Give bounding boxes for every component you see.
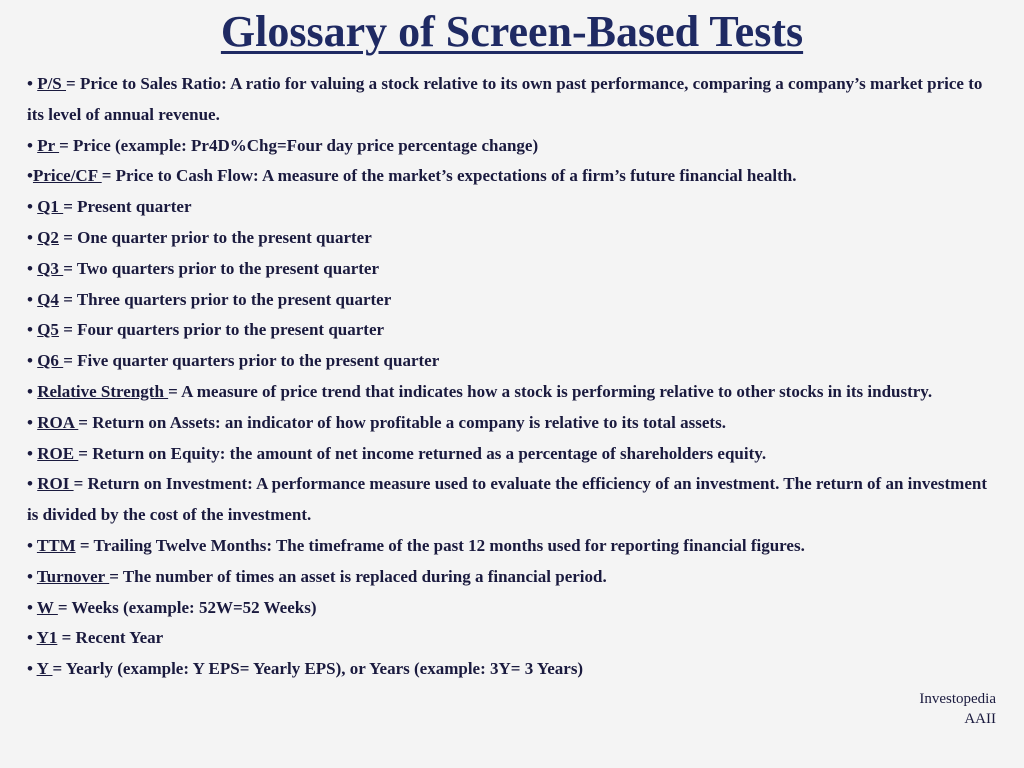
credit-aaii: AAII	[964, 711, 996, 727]
bullet: •	[27, 474, 38, 494]
glossary-entry-y	[27, 654, 997, 685]
bullet: •	[27, 566, 37, 586]
glossary-entry-roe	[27, 439, 997, 470]
glossary-entry-price-cf	[27, 161, 997, 192]
glossary-entry-roi	[27, 469, 997, 531]
glossary-term: ROE	[37, 443, 79, 463]
glossary-term: Price/CF	[32, 166, 102, 186]
glossary-entry-ps	[27, 69, 997, 131]
bullet: •	[27, 443, 38, 463]
credit-investopedia: Investopedia	[919, 691, 996, 707]
glossary-definition: = One quarter prior to the present quarter	[58, 227, 372, 247]
bullet: •	[27, 412, 38, 432]
bullet: •	[27, 320, 38, 340]
glossary-entry-w	[27, 593, 997, 624]
bullet: •	[27, 258, 38, 278]
bullet: •	[27, 351, 38, 371]
glossary-entry-q3	[27, 254, 997, 285]
bullet: •	[27, 535, 37, 555]
glossary-term: TTM	[36, 535, 76, 555]
bullet: •	[27, 166, 33, 186]
glossary-term: Turnover	[36, 566, 110, 586]
bullet: •	[27, 659, 37, 679]
glossary-term: Q6	[37, 351, 64, 371]
glossary-definition: = Present quarter	[63, 197, 192, 217]
glossary-definition: = The number of times an asset is replaced during a financial period.	[109, 566, 607, 586]
glossary-definition: = Weeks (example: 52W=52 Weeks)	[57, 597, 317, 617]
glossary-definition: = A measure of price trend that indicates how a stock is performing relative to other stocks in its industry.	[168, 381, 933, 401]
bullet: •	[27, 289, 38, 309]
bullet: •	[27, 197, 38, 217]
glossary-term: Q2	[37, 227, 59, 247]
source-credits	[919, 689, 996, 729]
glossary-definition: = Five quarter quarters prior to the present quarter	[63, 351, 440, 371]
glossary-definition: = Recent Year	[57, 628, 164, 648]
glossary-definition: = Two quarters prior to the present quarter	[63, 258, 379, 278]
glossary-definition: = Price to Sales Ratio: A ratio for valuing a stock relative to its own past performance, comparing a company’s market price to its level of annual revenue.	[27, 74, 983, 124]
glossary-term: P/S	[37, 74, 67, 93]
glossary-definition: = Trailing Twelve Months: The timeframe of the past 12 months used for reporting financial figures.	[75, 535, 805, 555]
glossary-entry-ttm	[27, 531, 997, 562]
glossary-entry-q5	[27, 315, 997, 346]
glossary-entry-relative-strength	[27, 377, 997, 408]
glossary-entry-q6	[27, 346, 997, 377]
bullet: •	[27, 227, 38, 247]
glossary-term: Q5	[37, 320, 59, 340]
glossary-definition: = Return on Assets: an indicator of how profitable a company is relative to its total assets.	[78, 412, 726, 432]
glossary-entry-y1	[27, 623, 997, 654]
glossary-definition: = Price (example: Pr4D%Chg=Four day price percentage change)	[59, 135, 539, 155]
glossary-definition: = Three quarters prior to the present quarter	[58, 289, 392, 309]
bullet: •	[27, 135, 38, 155]
bullet: •	[27, 381, 38, 401]
glossary-definition: = Four quarters prior to the present quarter	[58, 320, 385, 340]
glossary-term: Pr	[37, 135, 60, 155]
glossary-entry-q4	[27, 285, 997, 316]
bullet: •	[27, 628, 37, 648]
glossary-entry-turnover	[27, 562, 997, 593]
glossary-list	[27, 69, 997, 685]
glossary-entry-roa	[27, 408, 997, 439]
glossary-term: Relative Strength	[37, 381, 169, 401]
glossary-term: Y	[36, 659, 53, 679]
glossary-definition: = Yearly (example: Y EPS= Yearly EPS), or Years (example: 3Y= 3 Years)	[52, 659, 584, 679]
page-title: Glossary of Screen-Based Tests	[220, 7, 804, 56]
glossary-definition: = Price to Cash Flow: A measure of the market’s expectations of a firm’s future financial health.	[101, 166, 797, 186]
glossary-term: Q1	[37, 197, 64, 217]
glossary-definition: = Return on Equity: the amount of net income returned as a percentage of shareholders equity.	[78, 443, 767, 463]
glossary-entry-q2	[27, 223, 997, 254]
bullet: •	[27, 597, 37, 617]
glossary-term: Y1	[36, 628, 58, 648]
glossary-term: W	[36, 597, 58, 617]
glossary-term: ROI	[37, 474, 74, 494]
glossary-entry-q1	[27, 192, 997, 223]
glossary-term: Q4	[37, 289, 59, 309]
glossary-definition: = Return on Investment: A performance measure used to evaluate the efficiency of an investment. The return of an investment is divided by the cost of the investment.	[27, 474, 987, 525]
bullet: •	[27, 74, 38, 93]
glossary-entry-pr	[27, 131, 997, 162]
glossary-term: Q3	[37, 258, 64, 278]
glossary-term: ROA	[37, 412, 79, 432]
